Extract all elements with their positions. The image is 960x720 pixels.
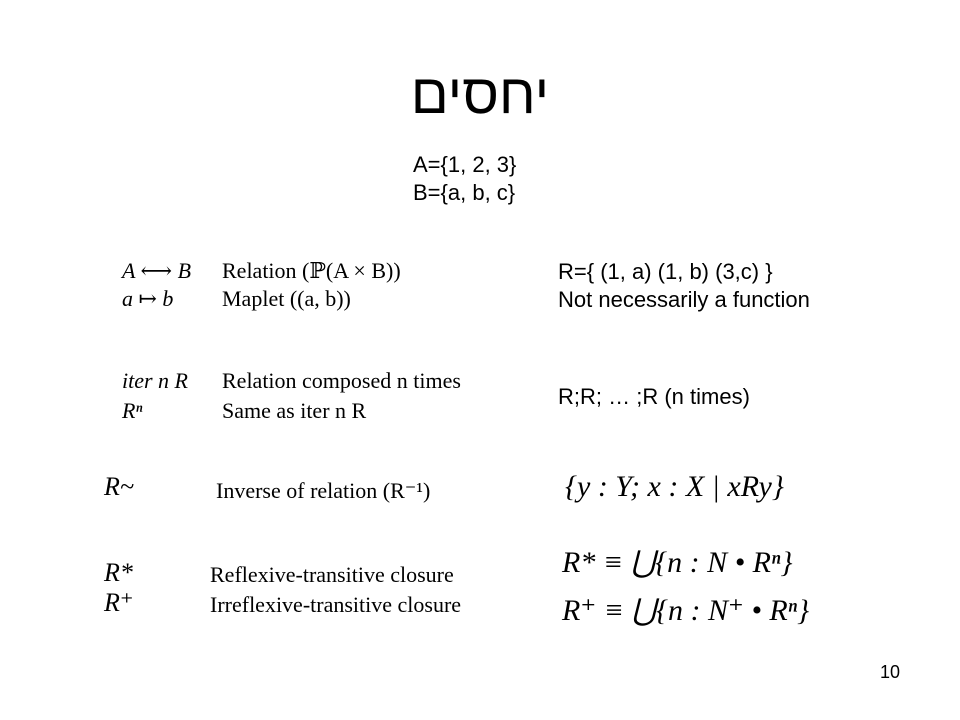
inverse-symbol: R~ bbox=[104, 472, 134, 501]
relation-example: R={ (1, a) (1, b) (3,c) } bbox=[558, 259, 773, 284]
inverse-description: Inverse of relation (R⁻¹) bbox=[216, 478, 431, 503]
set-a-definition: A={1, 2, 3} bbox=[413, 152, 517, 177]
relation-symbol: A ⟷ B bbox=[122, 258, 192, 283]
irreflexive-closure-symbol: R⁺ bbox=[104, 588, 134, 617]
reflexive-closure-formula: R* ≡ ⋃{n : N • Rⁿ} bbox=[562, 546, 793, 579]
iter-note: R;R; … ;R (n times) bbox=[558, 384, 750, 409]
irreflexive-closure-description: Irreflexive-transitive closure bbox=[210, 592, 462, 617]
page-number: 10 bbox=[880, 662, 901, 682]
relation-description: Relation (ℙ(A × B)) bbox=[222, 258, 401, 283]
set-b-definition: B={a, b, c} bbox=[413, 180, 516, 205]
reflexive-closure-description: Reflexive-transitive closure bbox=[210, 562, 454, 587]
iter-symbol: iter n R bbox=[122, 368, 188, 393]
iter-description: Relation composed n times bbox=[222, 368, 461, 393]
power-symbol: Rⁿ bbox=[122, 398, 143, 423]
maplet-description: Maplet ((a, b)) bbox=[222, 286, 351, 311]
inverse-formula: {y : Y; x : X | xRy} bbox=[565, 470, 784, 503]
irreflexive-closure-formula: R⁺ ≡ ⋃{n : N⁺ • Rⁿ} bbox=[562, 594, 810, 627]
relation-note: Not necessarily a function bbox=[558, 287, 810, 312]
power-description: Same as iter n R bbox=[222, 398, 367, 423]
reflexive-closure-symbol: R* bbox=[104, 558, 133, 587]
slide-title: יחסים bbox=[410, 62, 550, 125]
maplet-symbol: a ↦ b bbox=[122, 286, 174, 311]
